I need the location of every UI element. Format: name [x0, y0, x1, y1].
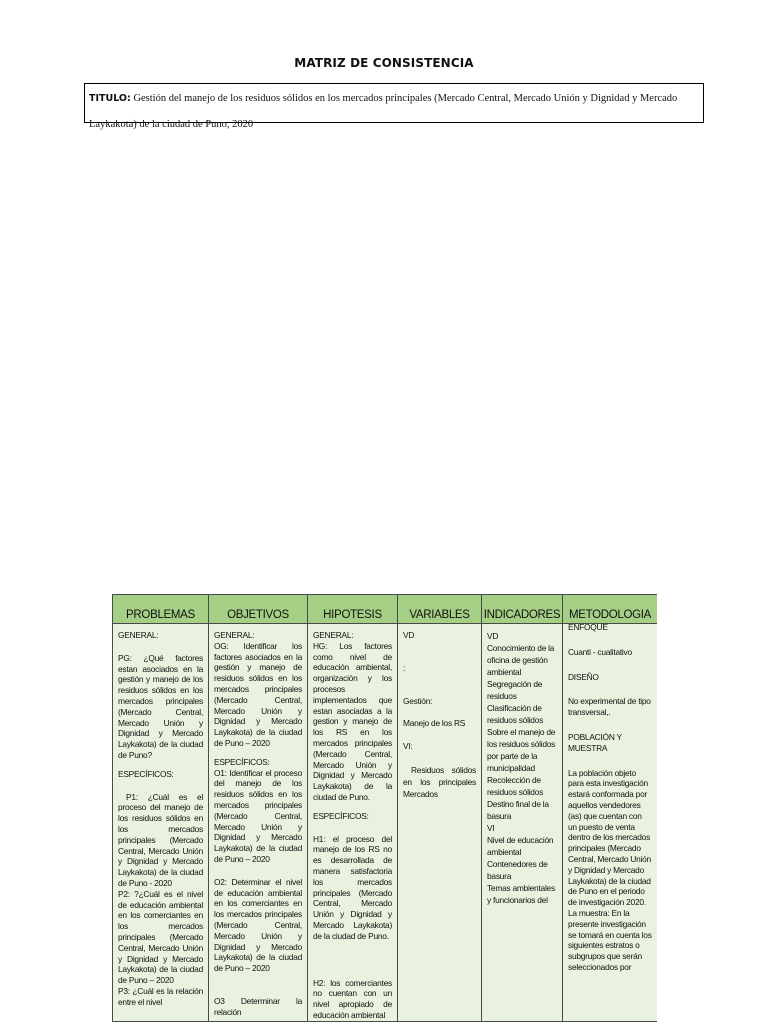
objective-1: O1: Identificar el proceso del manejo de los residuos sólidos en los mercados principales (Mercado Central, Mercado Unión y Dignidad y Mercado Laykakota) de la ciudad de Puno – 2020 — [214, 767, 302, 864]
indicator-item: Destino final de la basura — [487, 799, 549, 821]
header-variables: VARIABLES — [398, 595, 482, 624]
objective-3: O3 Determinar la relación — [214, 995, 302, 1017]
titulo-text: Gestión del manejo de los residuos sólidos en los mercados principales (Mercado Central, Mercado Unión y Dignidad y Mercado Laykakota) de la ciudad de Puno, 2020 — [89, 93, 678, 130]
muestra-value: La muestra: En la presente investigación se tomará en cuenta los siguientes estratos o subgrupos que serán seleccionados por — [568, 907, 652, 972]
indicator-item: Conocimiento de la oficina de gestión ambiental — [487, 643, 555, 677]
header-objetivos: OBJETIVOS — [209, 595, 308, 624]
header-hipotesis: HIPOTESIS — [308, 595, 398, 624]
consistency-matrix — [112, 594, 657, 1024]
header-metodologia: METODOLOGIA — [563, 595, 658, 624]
metodologia-cell — [563, 624, 658, 1022]
variables-vd: VD — [403, 630, 415, 640]
hypothesis-1: H1: el proceso del manejo de los RS no es desarrollada de manera satisfactoria los mercados principales (Mercado Central, Mercado Unión y Dignidad y Mercado Laykakota) de la ciudad de Puno. — [313, 833, 392, 941]
diseno-label: DISEÑO — [568, 671, 599, 682]
poblacion-value: La población objeto para esta investigación estará conformada por aquellos vendedores (as) que cuentan con un puesto de venta dentro de los mercados principales (Mercado Central, Mercado Unión y Dignidad y Mercado Laykakota) de la ciudad de Puno en el periodo de investigación 2020. — [568, 767, 651, 908]
problem-general: PG: ¿Qué factores estan asociados en la gestión y manejo de los residuos sólidos en los mercados principales (Mercado Central, Mercado Unión y Dignidad y Mercado Laykakota) de la ciudad de Puno? — [118, 652, 203, 760]
titulo-label: TITULO: — [89, 93, 131, 104]
hipotesis-cell — [308, 624, 398, 1022]
indicator-item: Clasificación de residuos sólidos — [487, 703, 544, 725]
hipotesis-especificos-label: ESPECÍFICOS: — [313, 810, 369, 821]
enfoque-label: ENFOQUE — [568, 622, 608, 632]
variables-manejo: Manejo de los RS — [403, 718, 466, 729]
problem-2: P2: ?¿Cuál es el nivel de educación ambiental en los comerciantes en los mercados principales (Mercado Central, Mercado Unión y Dignidad y Mercado Laykakota) de la ciudad de Puno – 2020 — [118, 888, 203, 986]
page-title: MATRIZ DE CONSISTENCIA — [294, 56, 474, 70]
indicadores-vd: VD — [487, 631, 499, 641]
problem-1: P1: ¿Cuál es el proceso del manejo de los residuos sólidos en los mercados principales (Mercado Central, Mercado Unión y Dignidad y Mercado Laykakota) de la ciudad de Puno - 2020 — [118, 791, 203, 888]
objective-general: OG: Identificar los factores asociados en la gestión y manejo de residuos sólidos en los mercados principales (Mercado Central, Mercado Unión y Dignidad y Mercado Laykakota) de la ciudad de Puno – 2020 — [214, 640, 302, 748]
variables-colon: : — [403, 662, 406, 673]
objetivos-cell — [209, 624, 308, 1022]
hypothesis-general: HG: Los factores como nivel de educación ambiental, organización y los procesos implementados que estan asociadas a la gestion y manejo de los RS en los mercados principales (Mercado Central, Mercado Unión y Dignidad y Mercado Laykakota) de la ciudad de Puno. — [313, 640, 392, 802]
objetivos-general-label: GENERAL: — [214, 630, 255, 640]
indicator-item: Segregación de residuos — [487, 679, 543, 701]
problemas-especificos-label: ESPECÍFICOS: — [118, 768, 174, 779]
problemas-cell — [113, 624, 209, 1022]
objetivos-especificos-label: ESPECÍFICOS: — [214, 756, 270, 767]
matrix-table — [112, 594, 657, 1022]
indicator-item: Nivel de educación ambiental — [487, 835, 554, 857]
header-problemas: PROBLEMAS — [113, 595, 209, 624]
variables-cell — [398, 624, 482, 1022]
indicator-item: VI — [487, 823, 495, 833]
indicadores-cell — [482, 624, 563, 1022]
objective-2: O2: Determinar el nivel de educación ambiental en los comerciantes en los mercados principales (Mercado Central, Mercado Unión y Dignidad y Mercado Laykakota) de la ciudad de Puno – 2020 — [214, 876, 302, 974]
indicator-item: Sobre el manejo de los residuos sólidos por parte de la municipalidad — [487, 727, 556, 773]
matrix-body-row — [113, 624, 658, 1022]
problemas-general-label: GENERAL: — [118, 630, 159, 640]
hypothesis-2: H2: los comerciantes no cuentan con un nivel apropiado de educación ambiental — [313, 977, 392, 1020]
variables-residuos: Residuos sólidos en los principales Mercados — [403, 764, 476, 799]
variables-vi: VI: — [403, 741, 413, 752]
poblacion-label: POBLACIÓN Y MUESTRA — [568, 731, 622, 753]
indicator-item: Recolección de residuos sólidos — [487, 775, 544, 797]
indicator-item: Contenedores de basura — [487, 859, 548, 881]
hipotesis-general-label: GENERAL: — [313, 630, 354, 640]
variables-gestion: Gestión: — [403, 695, 433, 706]
header-indicadores: INDICADORES — [482, 595, 563, 624]
indicator-item: Temas ambientales y funcionarios del — [487, 883, 555, 905]
matrix-header-row — [113, 595, 658, 624]
thesis-title-box — [84, 83, 704, 130]
diseno-value: No experimental de tipo transversal,. — [568, 696, 651, 718]
problem-3: P3: ¿Cuál es la relación entre el nivel — [118, 985, 203, 1007]
enfoque-value: Cuanti - cualitativo — [568, 646, 632, 657]
